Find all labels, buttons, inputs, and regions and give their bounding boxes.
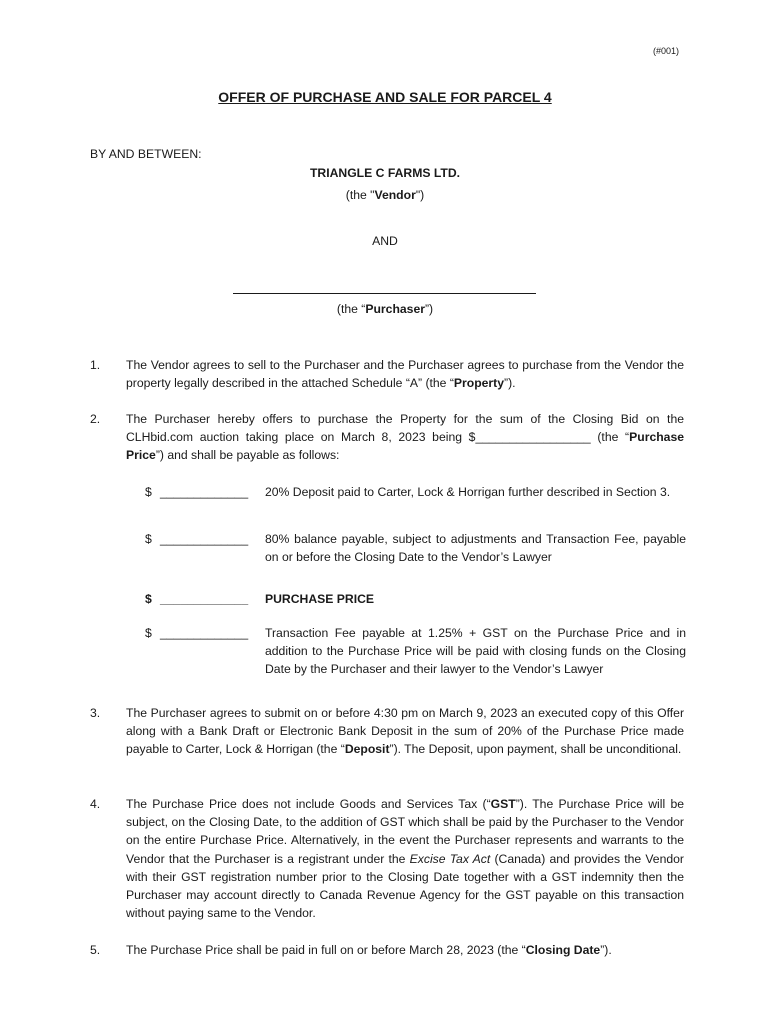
clause-4 [90, 795, 684, 922]
purchaser-role: (the “Purchaser”) [336, 302, 434, 316]
payment-description: Transaction Fee payable at 1.25% + GST on the Purchase Price and in addition to the Purchase Price will be paid with closing funds on the Closing Date by the Purchaser and their lawyer to the Vendor’s Lawyer [265, 626, 686, 677]
dollar-sign: $ [145, 532, 152, 546]
clause-text: The Purchaser agrees to submit on or before 4:30 pm on March 9, 2023 an executed copy of this Offer along with a Bank Draft or Electronic Bank Deposit in the sum of 20% of the Purchase Price made payable to Carter, Lock & Horrigan (the “Deposit”). The Deposit, upon payment, shall be unconditional. [126, 706, 684, 757]
between-label: BY AND BETWEEN: [90, 147, 202, 161]
payment-description: 80% balance payable, subject to adjustments and Transaction Fee, payable on or before the Closing Date to the Vendor’s Lawyer [265, 532, 686, 565]
clause-number: 4. [90, 797, 101, 811]
clause-2 [90, 410, 684, 465]
dollar-sign: $ [145, 592, 152, 606]
payment-row-purchase-price [145, 590, 686, 608]
dollar-sign: $ [145, 626, 152, 640]
document-number: (#001) [652, 46, 679, 56]
amount-blank[interactable]: _____________ [160, 592, 249, 606]
payment-description: 20% Deposit paid to Carter, Lock & Horrigan further described in Section 3. [265, 485, 671, 499]
amount-blank[interactable]: _____________ [160, 485, 249, 499]
amount-blank[interactable]: _____________ [160, 532, 249, 546]
vendor-role-term: Vendor [374, 188, 416, 202]
clause-text: The Vendor agrees to sell to the Purchaser and the Purchaser agrees to purchase from the Vendor the property legally described in the attached Schedule “A” (the “Property”). [126, 358, 684, 391]
payment-description: PURCHASE PRICE [265, 592, 375, 606]
clause-number: 2. [90, 412, 101, 426]
purchaser-name-blank[interactable] [233, 283, 536, 294]
clause-text: The Purchase Price shall be paid in full on or before March 28, 2023 (the “Closing Date”). [126, 943, 612, 957]
clause-1 [90, 356, 684, 392]
payment-row-balance [145, 530, 686, 566]
document-title: OFFER OF PURCHASE AND SALE FOR PARCEL 4 [218, 89, 552, 105]
payment-row-deposit [145, 483, 686, 501]
and-label: AND [372, 234, 398, 248]
clause-number: 5. [90, 943, 101, 957]
purchaser-role-term: Purchaser [365, 302, 425, 316]
payment-row-transaction-fee [145, 624, 686, 679]
vendor-role: (the "Vendor") [345, 188, 425, 202]
clause-number: 1. [90, 358, 101, 372]
clause-5 [90, 941, 684, 959]
vendor-name: TRIANGLE C FARMS LTD. [309, 166, 461, 180]
amount-blank[interactable]: _____________ [160, 626, 249, 640]
clause-text: The Purchase Price does not include Goods and Services Tax (“GST”). The Purchase Price will be subject, on the Closing Date, to the addition of GST which shall be paid by the Purchaser to the Vendor on the entire Purchase Price. Alternatively, in the event the Purchaser represents and warrants to the Vendor that the Purchaser is a registrant under the Excise Tax Act (Canada) and provides the Vendor with their GST registration number prior to the Closing Date together with a GST indemnity then the Purchaser may account directly to Canada Revenue Agency for the GST payable on this transaction without paying same to the Vendor. [126, 797, 684, 921]
dollar-sign: $ [145, 485, 152, 499]
clause-3 [90, 704, 684, 759]
clause-text: The Purchaser hereby offers to purchase the Property for the sum of the Closing Bid on the CLHbid.com auction taking place on March 8, 2023 being $_________________ (the “Purchase Price”) and shall be payable as follows: [126, 412, 684, 463]
clause-number: 3. [90, 706, 101, 720]
